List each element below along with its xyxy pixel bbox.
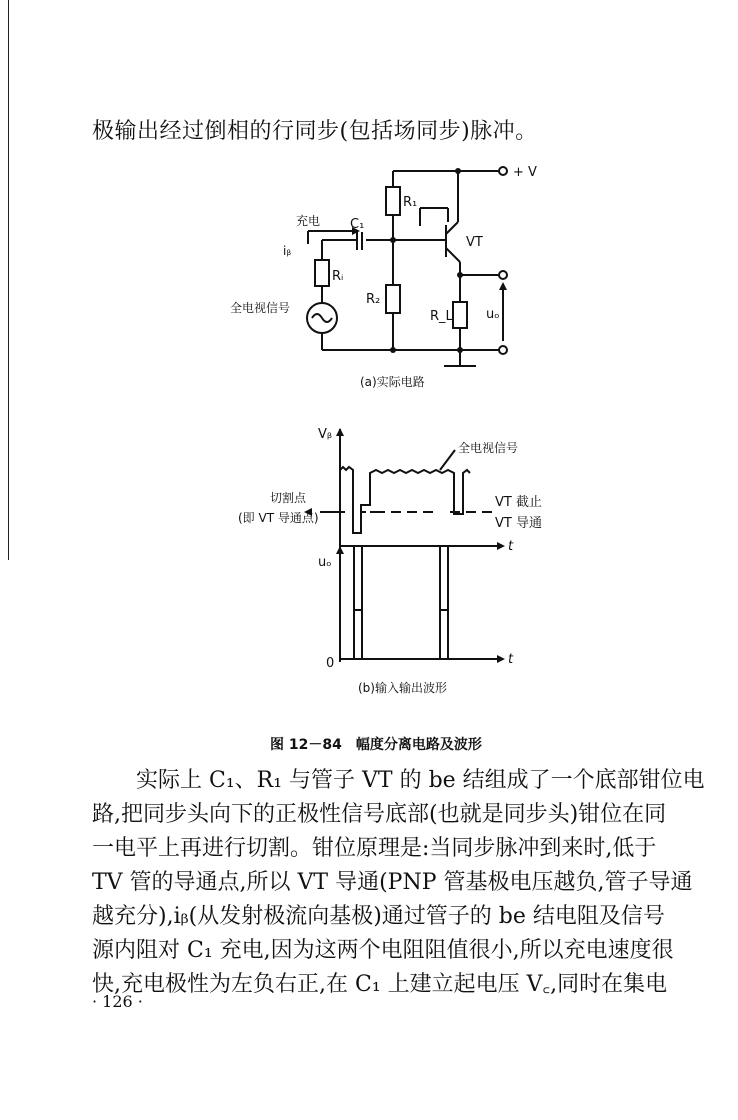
para-line: 越充分),iᵦ(从发射极流向基极)通过管子的 be 结电阻及信号 xyxy=(92,904,665,929)
vt-off-label: VT 截止 xyxy=(495,495,542,510)
t-axis-label: t xyxy=(508,539,514,554)
c1-label: C₁ xyxy=(350,217,365,232)
figure-caption: 图 12－84 幅度分离电路及波形 xyxy=(270,737,482,753)
vt-label: VT xyxy=(466,235,483,250)
uo-axis-label: uₒ xyxy=(318,555,332,570)
para-line: TV 管的导通点,所以 VT 导通(PNP 管基极电压越负,管子导通 xyxy=(92,870,693,895)
ib-label: iᵦ xyxy=(283,244,292,258)
para-line: 快,充电极性为左负右正,在 C₁ 上建立起电压 V꜀,同时在集电 xyxy=(92,972,668,997)
charge-label: 充电 xyxy=(296,214,321,228)
sub-caption-b: (b)输入输出波形 xyxy=(358,681,447,695)
body-paragraph xyxy=(92,764,705,1002)
supply-label: + V xyxy=(513,165,537,180)
para-line: 源内阻对 C₁ 充电,因为这两个电阻阻值很小,所以充电速度很 xyxy=(92,938,674,963)
rl-label: R_L xyxy=(430,309,453,324)
t-axis-label-2: t xyxy=(508,652,514,667)
para-line: 路,把同步头向下的正极性信号底部(也就是同步头)钳位在同 xyxy=(92,802,667,827)
source-label: 全电视信号 xyxy=(230,301,291,315)
cut-point-label: 切割点 xyxy=(270,491,307,505)
ri-label: Rᵢ xyxy=(332,269,344,284)
zero-label: 0 xyxy=(326,656,335,671)
para-line: 实际上 C₁、R₁ 与管子 VT 的 be 结组成了一个底部钳位电 xyxy=(136,768,705,793)
signal-label: 全电视信号 xyxy=(458,441,519,455)
cut-point-note: (即 VT 导通点) xyxy=(238,511,319,525)
r2-label: R₂ xyxy=(366,292,381,307)
vb-label: Vᵦ xyxy=(318,427,333,442)
sub-caption-a: (a)实际电路 xyxy=(360,375,425,389)
first-text-line: 极输出经过倒相的行同步(包括场同步)脉冲。 xyxy=(92,119,538,144)
uo-label: uₒ xyxy=(486,307,500,322)
vt-on-label: VT 导通 xyxy=(495,516,542,531)
r1-label: R₁ xyxy=(403,195,418,210)
para-line: 一电平上再进行切割。钳位原理是:当同步脉冲到来时,低于 xyxy=(92,836,657,861)
page-number: · 126 · xyxy=(92,992,143,1011)
